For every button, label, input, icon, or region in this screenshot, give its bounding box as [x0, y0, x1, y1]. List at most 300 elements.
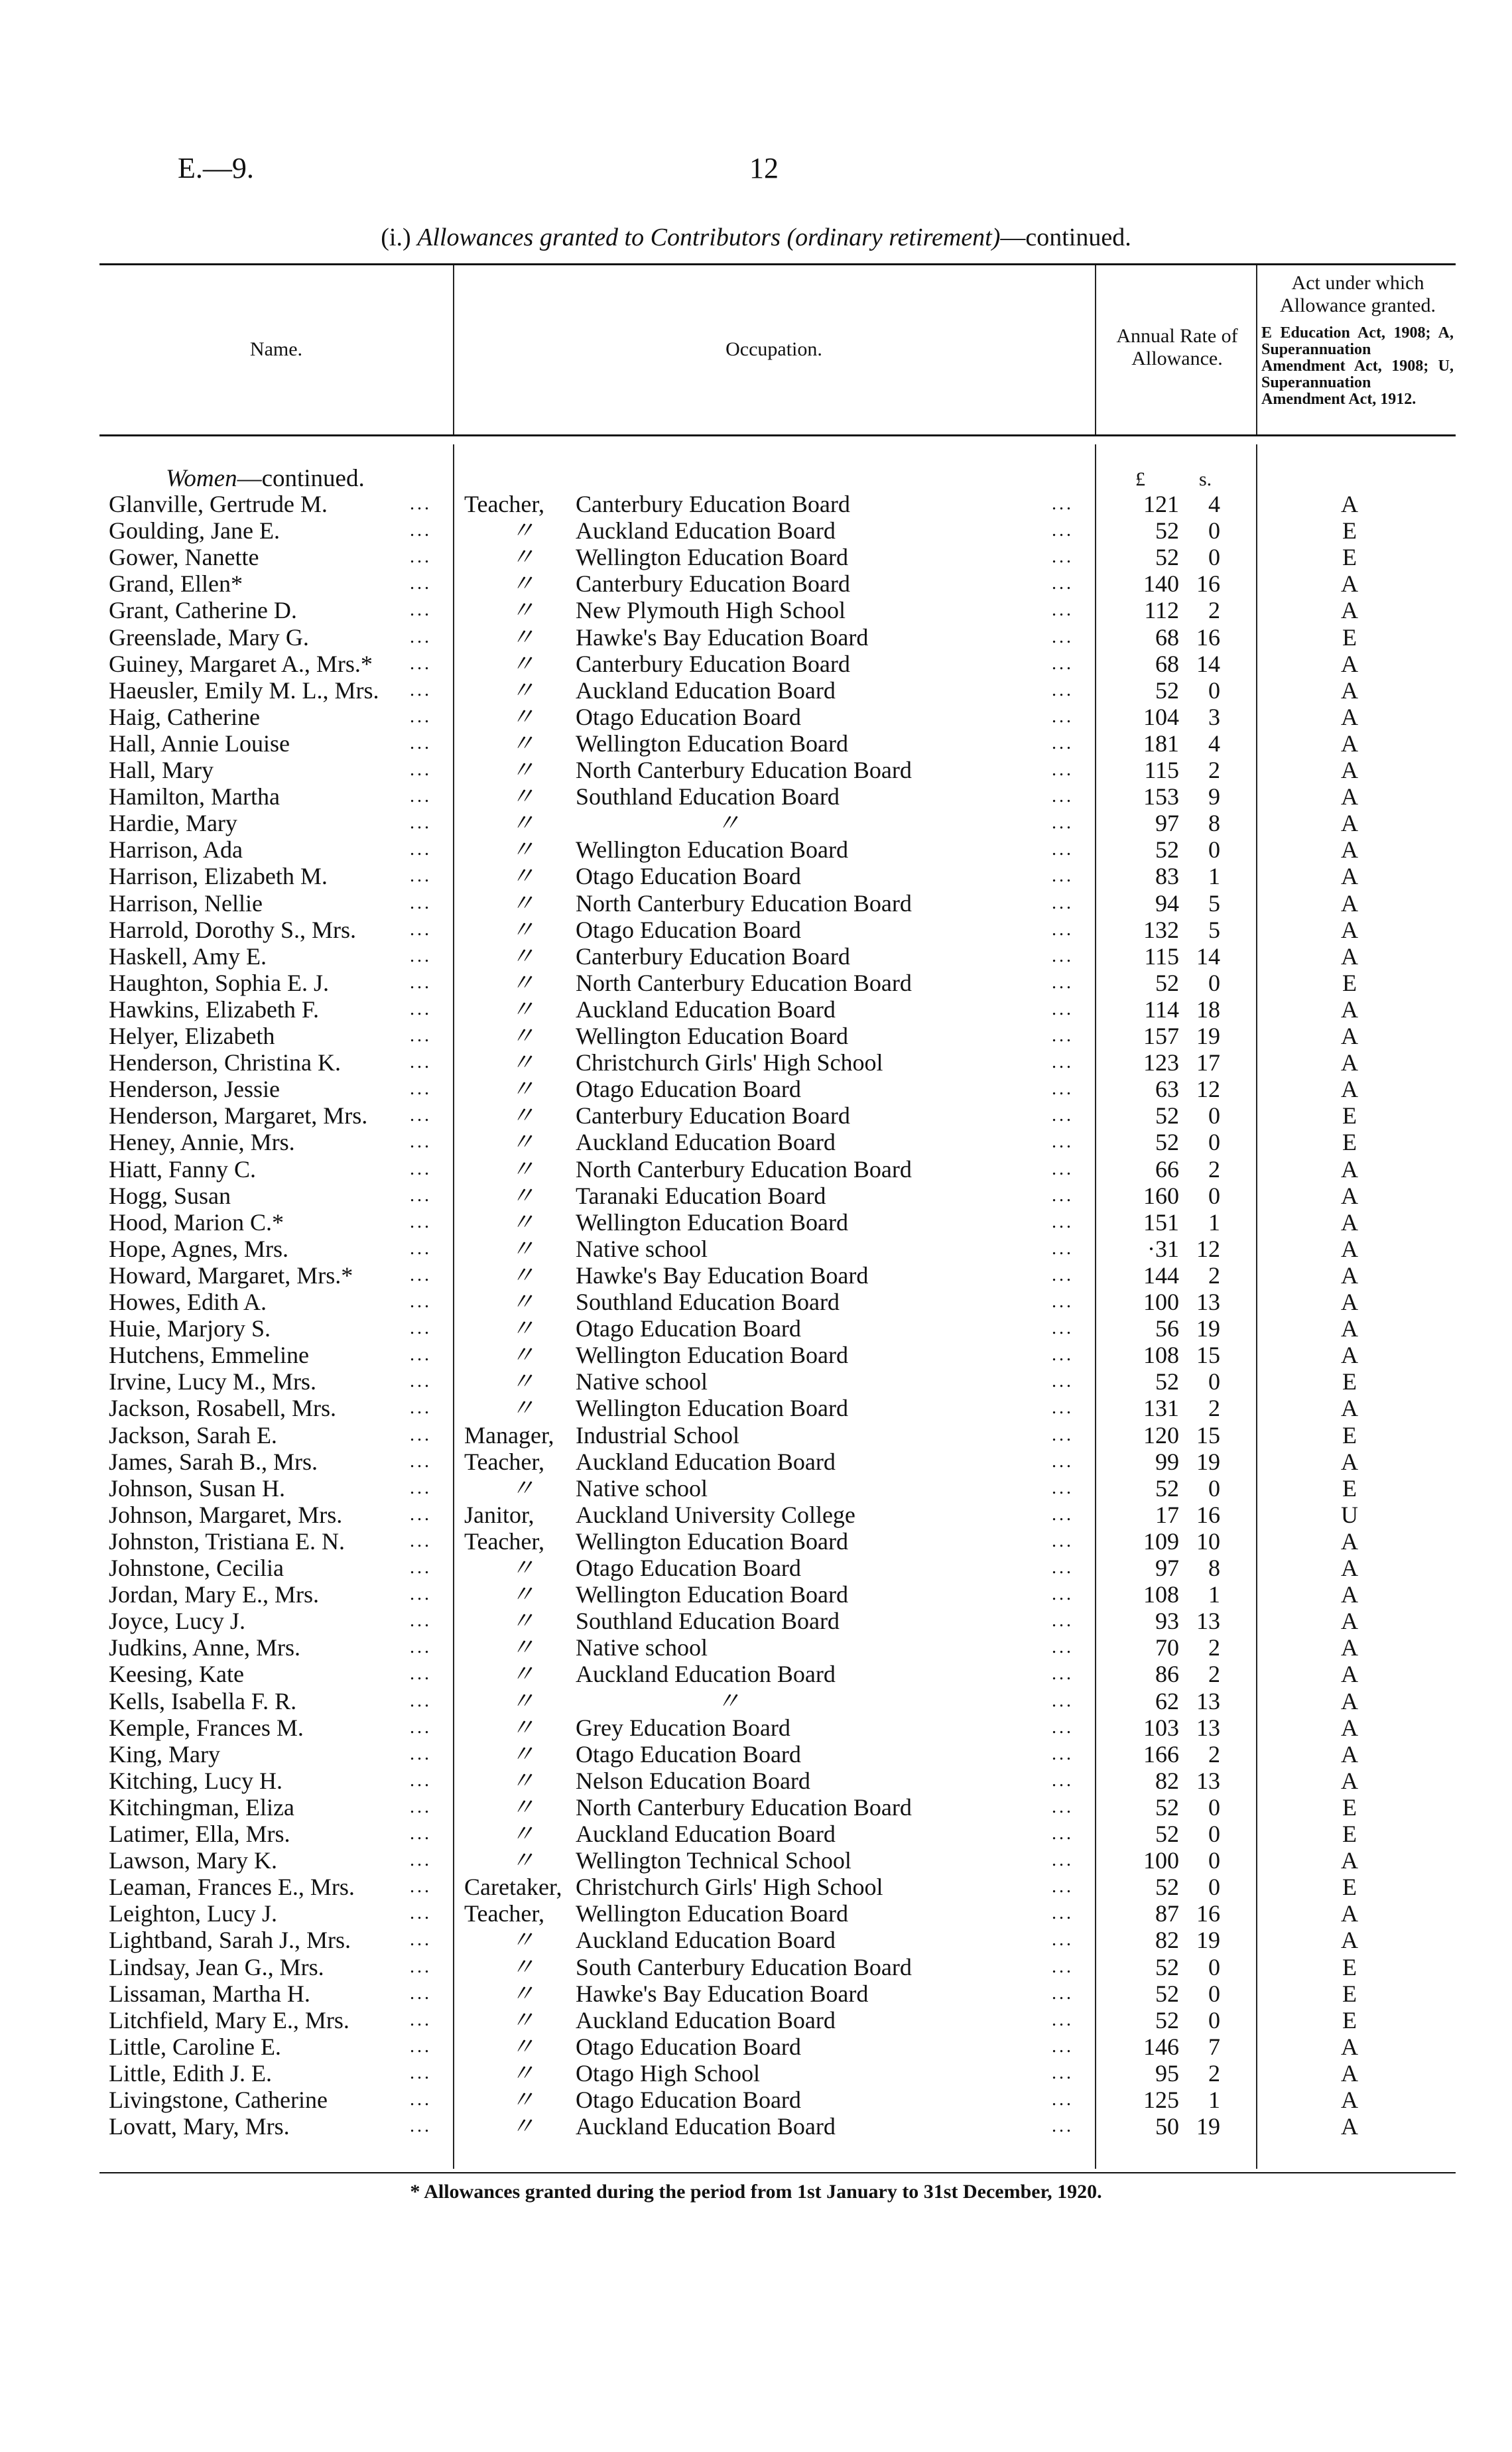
- act-cell: A: [1341, 996, 1358, 1023]
- name-cell: Henderson, Christina K.: [109, 1049, 341, 1076]
- name-cell: Little, Edith J. E.: [109, 2059, 272, 2087]
- occupation-place-cell: Canterbury Education Board: [576, 570, 850, 598]
- occupation-leader-dots: ...: [1052, 573, 1074, 594]
- occupation-leader-dots: ...: [1052, 732, 1074, 753]
- occupation-leader-dots: ...: [1052, 493, 1074, 514]
- occupation-place-cell: Industrial School: [576, 1421, 739, 1449]
- act-cell: E: [1342, 1953, 1357, 1980]
- occupation-leader-dots: ...: [1052, 1796, 1074, 1817]
- act-cell: A: [1341, 1847, 1358, 1874]
- act-cell: A: [1341, 1687, 1358, 1714]
- occupation-leader-dots: ...: [1052, 1982, 1074, 2004]
- shillings-cell: 19: [1196, 1927, 1220, 1954]
- occupation-leader-dots: ...: [1052, 1185, 1074, 1206]
- shillings-cell: 12: [1196, 1235, 1220, 1262]
- table-row: [0, 1741, 1512, 1768]
- act-cell: A: [1341, 1740, 1358, 1768]
- name-cell: Kells, Isabella F. R.: [109, 1687, 297, 1714]
- occupation-leader-dots: ...: [1052, 1397, 1074, 1419]
- name-leader-dots: ...: [410, 1876, 432, 1898]
- occupation-place-cell: Wellington Technical School: [576, 1847, 851, 1874]
- shillings-cell: 4: [1208, 491, 1220, 517]
- pounds-cell: 125: [1143, 2087, 1179, 2113]
- shillings-cell: 13: [1196, 1608, 1220, 1635]
- name-cell: Haig, Catherine: [109, 703, 260, 730]
- occupation-leader-dots: ...: [1052, 1078, 1074, 1100]
- occupation-leader-dots: ...: [1052, 945, 1074, 966]
- name-cell: Haskell, Amy E.: [109, 942, 267, 970]
- shillings-cell: 0: [1208, 1102, 1220, 1129]
- occupation-leader-dots: ...: [1052, 1052, 1074, 1073]
- shillings-cell: 0: [1208, 1182, 1220, 1209]
- occupation-prefix-cell: Caretaker,: [464, 1874, 562, 1901]
- shillings-cell: 4: [1208, 730, 1220, 757]
- column-header-act: Act under which Allowance granted.: [1280, 272, 1436, 316]
- act-cell: E: [1342, 517, 1357, 545]
- occupation-prefix-cell: 〃: [511, 2087, 535, 2113]
- pounds-cell: 52: [1155, 1980, 1179, 2007]
- name-leader-dots: ...: [410, 812, 432, 834]
- name-cell: Hawkins, Elizabeth F.: [109, 996, 320, 1023]
- act-legend: E Education Act, 1908; A, Superannuation Amendment Act, 1908; U, Superannuation Amendment Act, 1912.: [1261, 324, 1454, 408]
- occupation-place-cell: Auckland Education Board: [576, 2006, 836, 2033]
- pounds-cell: 108: [1143, 1342, 1179, 1369]
- pounds-cell: 87: [1155, 1900, 1179, 1927]
- occupation-prefix-cell: 〃: [511, 1182, 535, 1209]
- act-cell: E: [1342, 623, 1357, 651]
- name-cell: Goulding, Jane E.: [109, 517, 280, 545]
- pounds-cell: 82: [1155, 1927, 1179, 1954]
- name-leader-dots: ...: [410, 1770, 432, 1791]
- table-row: [0, 1422, 1512, 1449]
- occupation-leader-dots: ...: [1052, 1823, 1074, 1844]
- shillings-cell: 14: [1196, 650, 1220, 677]
- act-cell: E: [1342, 969, 1357, 996]
- occupation-prefix-cell: 〃: [511, 1847, 535, 1874]
- table-row: [0, 491, 1512, 517]
- pounds-cell: 103: [1143, 1714, 1179, 1741]
- name-leader-dots: ...: [410, 2035, 432, 2057]
- pounds-cell: 131: [1143, 1395, 1179, 1422]
- shillings-cell: 16: [1196, 570, 1220, 598]
- occupation-place-cell: Otago Education Board: [576, 916, 801, 943]
- act-cell: A: [1341, 810, 1358, 837]
- name-cell: Harrison, Elizabeth M.: [109, 863, 328, 890]
- occupation-prefix-cell: Teacher,: [464, 1527, 544, 1555]
- act-cell: E: [1342, 1129, 1357, 1156]
- name-cell: Haughton, Sophia E. J.: [109, 969, 329, 996]
- table-row: [0, 1102, 1512, 1129]
- occupation-place-cell: 〃: [716, 1687, 741, 1714]
- occupation-prefix-cell: 〃: [511, 1102, 535, 1129]
- act-cell: A: [1341, 650, 1358, 677]
- occupation-leader-dots: ...: [1052, 812, 1074, 834]
- pounds-cell: 68: [1155, 650, 1179, 677]
- shillings-cell: 2: [1208, 597, 1220, 624]
- occupation-leader-dots: ...: [1052, 1131, 1074, 1153]
- name-cell: Johnson, Susan H.: [109, 1474, 286, 1502]
- act-cell: A: [1341, 836, 1358, 864]
- name-cell: Haeusler, Emily M. L., Mrs.: [109, 677, 379, 704]
- occupation-place-cell: Wellington Education Board: [576, 1581, 849, 1608]
- occupation-leader-dots: ...: [1052, 892, 1074, 913]
- shillings-cell: 10: [1196, 1527, 1220, 1555]
- table-row: [0, 970, 1512, 996]
- occupation-place-cell: Auckland Education Board: [576, 1927, 836, 1954]
- act-cell: A: [1341, 1448, 1358, 1475]
- name-cell: Hall, Mary: [109, 757, 214, 783]
- section-heading-main: Women: [166, 465, 237, 492]
- act-cell: A: [1341, 1527, 1358, 1555]
- occupation-prefix-cell: 〃: [511, 1555, 535, 1581]
- occupation-leader-dots: ...: [1052, 1903, 1074, 1924]
- table-bottom-rule: [99, 2172, 1456, 2173]
- shillings-cell: 9: [1208, 783, 1220, 810]
- shillings-cell: 0: [1208, 1874, 1220, 1901]
- name-leader-dots: ...: [410, 2009, 432, 2030]
- name-leader-dots: ...: [410, 998, 432, 1019]
- occupation-place-cell: Hawke's Bay Education Board: [576, 1980, 869, 2007]
- pounds-cell: 112: [1144, 597, 1179, 624]
- occupation-leader-dots: ...: [1052, 1530, 1074, 1551]
- shillings-cell: 0: [1208, 1847, 1220, 1874]
- name-cell: Lightband, Sarah J., Mrs.: [109, 1927, 351, 1954]
- pounds-cell: 52: [1155, 677, 1179, 704]
- name-leader-dots: ...: [410, 1078, 432, 1100]
- occupation-leader-dots: ...: [1052, 653, 1074, 674]
- occupation-leader-dots: ...: [1052, 1477, 1074, 1498]
- shillings-cell: 16: [1196, 623, 1220, 651]
- name-leader-dots: ...: [410, 1956, 432, 1977]
- section-heading-suffix: —continued.: [237, 465, 365, 492]
- occupation-place-cell: Wellington Education Board: [576, 1023, 849, 1049]
- occupation-prefix-cell: Manager,: [464, 1421, 554, 1449]
- occupation-place-cell: Otago Education Board: [576, 703, 801, 730]
- act-cell: A: [1341, 889, 1358, 917]
- shillings-cell: 2: [1208, 1740, 1220, 1768]
- occupation-prefix-cell: 〃: [511, 544, 535, 571]
- pounds-cell: 52: [1155, 1793, 1179, 1821]
- name-cell: Jackson, Rosabell, Mrs.: [109, 1395, 336, 1422]
- name-leader-dots: ...: [410, 600, 432, 621]
- name-leader-dots: ...: [410, 1371, 432, 1392]
- name-cell: King, Mary: [109, 1740, 220, 1768]
- occupation-leader-dots: ...: [1052, 1850, 1074, 1871]
- table-row: [0, 730, 1512, 757]
- act-cell: A: [1341, 1395, 1358, 1422]
- act-cell: A: [1341, 942, 1358, 970]
- shillings-cell: 0: [1208, 1474, 1220, 1502]
- occupation-prefix-cell: 〃: [511, 1129, 535, 1156]
- name-leader-dots: ...: [410, 919, 432, 940]
- occupation-prefix-cell: 〃: [511, 1289, 535, 1315]
- occupation-prefix-cell: 〃: [511, 623, 535, 651]
- act-cell: A: [1341, 1235, 1358, 1262]
- table-row: [0, 783, 1512, 810]
- name-cell: Johnstone, Cecilia: [109, 1555, 284, 1581]
- act-cell: A: [1341, 2087, 1358, 2113]
- occupation-place-cell: Grey Education Board: [576, 1714, 790, 1741]
- occupation-leader-dots: ...: [1052, 1318, 1074, 1339]
- occupation-place-cell: North Canterbury Education Board: [576, 969, 912, 996]
- occupation-prefix-cell: 〃: [511, 942, 535, 970]
- table-row: [0, 1634, 1512, 1661]
- table-row: [0, 1847, 1512, 1874]
- occupation-prefix-cell: 〃: [511, 517, 535, 545]
- occupation-leader-dots: ...: [1052, 1424, 1074, 1445]
- name-leader-dots: ...: [410, 839, 432, 860]
- act-cell: A: [1341, 1767, 1358, 1794]
- name-leader-dots: ...: [410, 573, 432, 594]
- occupation-leader-dots: ...: [1052, 2089, 1074, 2110]
- occupation-place-cell: Canterbury Education Board: [576, 650, 850, 677]
- table-row: [0, 1528, 1512, 1555]
- pounds-cell: 115: [1144, 757, 1179, 783]
- table-row: [0, 651, 1512, 677]
- name-leader-dots: ...: [410, 679, 432, 700]
- occupation-prefix-cell: Teacher,: [464, 491, 544, 517]
- table-row: [0, 943, 1512, 970]
- name-cell: Hutchens, Emmeline: [109, 1342, 309, 1369]
- name-leader-dots: ...: [410, 1052, 432, 1073]
- name-cell: Helyer, Elizabeth: [109, 1023, 275, 1049]
- shillings-cell: 15: [1196, 1342, 1220, 1369]
- shillings-cell: 13: [1196, 1767, 1220, 1794]
- occupation-prefix-cell: 〃: [511, 1980, 535, 2007]
- table-row: [0, 1608, 1512, 1634]
- name-cell: Harrison, Nellie: [109, 889, 263, 917]
- occupation-prefix-cell: 〃: [511, 1261, 535, 1289]
- pounds-cell: 52: [1155, 1821, 1179, 1847]
- shillings-cell: 0: [1208, 969, 1220, 996]
- act-cell: E: [1342, 1980, 1357, 2007]
- pounds-cell: 146: [1143, 2033, 1179, 2060]
- occupation-leader-dots: ...: [1052, 1690, 1074, 1711]
- act-cell: E: [1342, 544, 1357, 571]
- occupation-leader-dots: ...: [1052, 1291, 1074, 1312]
- pounds-cell: 104: [1143, 703, 1179, 730]
- occupation-place-cell: Canterbury Education Board: [576, 942, 850, 970]
- act-cell: A: [1341, 1342, 1358, 1369]
- table-title-suffix: —continued.: [1000, 224, 1131, 251]
- act-cell: E: [1342, 1474, 1357, 1502]
- occupation-prefix-cell: 〃: [511, 2059, 535, 2087]
- table-row: [0, 1049, 1512, 1076]
- name-cell: Guiney, Margaret A., Mrs.*: [109, 650, 373, 677]
- name-cell: Irvine, Lucy M., Mrs.: [109, 1368, 316, 1395]
- name-cell: Kitchingman, Eliza: [109, 1793, 294, 1821]
- occupation-prefix-cell: 〃: [511, 1474, 535, 1502]
- occupation-leader-dots: ...: [1052, 1637, 1074, 1658]
- act-cell: A: [1341, 1555, 1358, 1581]
- pounds-cell: 97: [1155, 810, 1179, 837]
- occupation-place-cell: Otago High School: [576, 2059, 760, 2087]
- name-cell: Litchfield, Mary E., Mrs.: [109, 2006, 349, 2033]
- shillings-cell: 0: [1208, 1129, 1220, 1156]
- pounds-cell: 52: [1155, 1874, 1179, 1901]
- shillings-cell: 0: [1208, 1821, 1220, 1847]
- shillings-cell: 1: [1208, 1581, 1220, 1608]
- occupation-prefix-cell: 〃: [511, 1208, 535, 1236]
- pounds-cell: 63: [1155, 1076, 1179, 1103]
- occupation-prefix-cell: 〃: [511, 570, 535, 598]
- shillings-cell: 2: [1208, 2059, 1220, 2087]
- occupation-place-cell: North Canterbury Education Board: [576, 889, 912, 917]
- name-leader-dots: ...: [410, 892, 432, 913]
- table-row: [0, 1794, 1512, 1821]
- occupation-leader-dots: ...: [1052, 2035, 1074, 2057]
- name-cell: Hardie, Mary: [109, 810, 237, 837]
- shillings-cell: 12: [1196, 1076, 1220, 1103]
- table-row: [0, 1688, 1512, 1714]
- act-cell: A: [1341, 677, 1358, 704]
- pounds-cell: 94: [1155, 889, 1179, 917]
- shillings-cell: 0: [1208, 2006, 1220, 2033]
- pounds-cell: 52: [1155, 1102, 1179, 1129]
- name-cell: Latimer, Ella, Mrs.: [109, 1821, 290, 1847]
- occupation-prefix-cell: 〃: [511, 2113, 535, 2140]
- name-cell: Jordan, Mary E., Mrs.: [109, 1581, 319, 1608]
- table-row: [0, 1661, 1512, 1687]
- shillings-cell: 0: [1208, 1953, 1220, 1980]
- name-leader-dots: ...: [410, 1424, 432, 1445]
- table-row: [0, 1821, 1512, 1847]
- pounds-cell: 86: [1155, 1661, 1179, 1688]
- header-bottom-rule: [99, 434, 1456, 436]
- act-cell: E: [1342, 2006, 1357, 2033]
- occupation-place-cell: Southland Education Board: [576, 783, 840, 810]
- occupation-leader-dots: ...: [1052, 1158, 1074, 1179]
- name-cell: Little, Caroline E.: [109, 2033, 281, 2060]
- shillings-cell: 8: [1208, 810, 1220, 837]
- occupation-place-cell: Wellington Education Board: [576, 1395, 849, 1422]
- occupation-prefix-cell: 〃: [511, 1235, 535, 1262]
- act-cell: A: [1341, 703, 1358, 730]
- name-cell: Kitching, Lucy H.: [109, 1767, 283, 1794]
- shillings-cell: 2: [1208, 1155, 1220, 1183]
- name-leader-dots: ...: [410, 1823, 432, 1844]
- occupation-prefix-cell: 〃: [511, 1714, 535, 1741]
- occupation-place-cell: Auckland Education Board: [576, 677, 836, 704]
- occupation-place-cell: Southland Education Board: [576, 1289, 840, 1315]
- name-leader-dots: ...: [410, 759, 432, 780]
- name-cell: Hope, Agnes, Mrs.: [109, 1235, 288, 1262]
- shillings-cell: 0: [1208, 677, 1220, 704]
- occupation-prefix-cell: 〃: [511, 1634, 535, 1661]
- shillings-cell: 15: [1196, 1421, 1220, 1449]
- shillings-cell: 17: [1196, 1049, 1220, 1076]
- shillings-cell: 19: [1196, 1023, 1220, 1049]
- pounds-cell: 100: [1143, 1289, 1179, 1315]
- name-cell: Leighton, Lucy J.: [109, 1900, 277, 1927]
- name-leader-dots: ...: [410, 1451, 432, 1472]
- occupation-place-cell: Wellington Education Board: [576, 1342, 849, 1369]
- occupation-place-cell: Native school: [576, 1474, 708, 1502]
- pounds-cell: 52: [1155, 836, 1179, 864]
- table-title: [0, 223, 1512, 252]
- pounds-cell: 160: [1143, 1182, 1179, 1209]
- name-leader-dots: ...: [410, 2089, 432, 2110]
- name-cell: Lawson, Mary K.: [109, 1847, 277, 1874]
- pounds-cell: 52: [1155, 969, 1179, 996]
- occupation-place-cell: Auckland Education Board: [576, 1821, 836, 1847]
- occupation-place-cell: Native school: [576, 1634, 708, 1661]
- name-cell: Hamilton, Martha: [109, 783, 280, 810]
- table-row: [0, 1315, 1512, 1342]
- table-row: [0, 2087, 1512, 2113]
- occupation-leader-dots: ...: [1052, 1371, 1074, 1392]
- name-leader-dots: ...: [410, 1318, 432, 1339]
- act-cell: A: [1341, 1076, 1358, 1103]
- shillings-cell: 3: [1208, 703, 1220, 730]
- table-row: [0, 757, 1512, 783]
- occupation-prefix-cell: 〃: [511, 1927, 535, 1954]
- name-leader-dots: ...: [410, 1105, 432, 1126]
- name-leader-dots: ...: [410, 1185, 432, 1206]
- pounds-cell: 114: [1144, 996, 1179, 1023]
- table-row: [0, 704, 1512, 730]
- occupation-prefix-cell: 〃: [511, 1368, 535, 1395]
- shillings-cell: 0: [1208, 1980, 1220, 2007]
- name-leader-dots: ...: [410, 626, 432, 647]
- name-cell: Lindsay, Jean G., Mrs.: [109, 1953, 324, 1980]
- shillings-cell: 14: [1196, 942, 1220, 970]
- occupation-leader-dots: ...: [1052, 1264, 1074, 1285]
- name-leader-dots: ...: [410, 1982, 432, 2004]
- occupation-leader-dots: ...: [1052, 1344, 1074, 1366]
- column-divider: [1095, 265, 1096, 434]
- occupation-leader-dots: ...: [1052, 1876, 1074, 1898]
- pounds-cell: 95: [1155, 2059, 1179, 2087]
- occupation-place-cell: Southland Education Board: [576, 1608, 840, 1635]
- pounds-cell: 52: [1155, 2006, 1179, 2033]
- name-leader-dots: ...: [410, 1903, 432, 1924]
- act-cell: A: [1341, 1315, 1358, 1342]
- pounds-cell: 70: [1155, 1634, 1179, 1661]
- page-number: 12: [749, 152, 779, 184]
- occupation-place-cell: Otago Education Board: [576, 1740, 801, 1768]
- name-cell: Johnson, Margaret, Mrs.: [109, 1501, 343, 1528]
- occupation-prefix-cell: Janitor,: [464, 1501, 535, 1528]
- occupation-leader-dots: ...: [1052, 2062, 1074, 2083]
- act-cell: E: [1342, 1102, 1357, 1129]
- shillings-cell: 2: [1208, 1261, 1220, 1289]
- occupation-place-cell: Native school: [576, 1235, 708, 1262]
- shillings-cell: 19: [1196, 2113, 1220, 2140]
- occupation-leader-dots: ...: [1052, 706, 1074, 727]
- pounds-cell: 56: [1155, 1315, 1179, 1342]
- act-cell: A: [1341, 597, 1358, 624]
- name-cell: Glanville, Gertrude M.: [109, 491, 328, 517]
- occupation-prefix-cell: 〃: [511, 1661, 535, 1688]
- occupation-leader-dots: ...: [1052, 1451, 1074, 1472]
- name-cell: Grant, Catherine D.: [109, 597, 297, 624]
- act-cell: A: [1341, 1289, 1358, 1315]
- act-cell: A: [1341, 916, 1358, 943]
- section-heading: [166, 464, 365, 493]
- act-cell: A: [1341, 1261, 1358, 1289]
- table-row: [0, 1449, 1512, 1475]
- shillings-cell: 13: [1196, 1289, 1220, 1315]
- name-cell: Hood, Marion C.*: [109, 1208, 284, 1236]
- shillings-cell: 18: [1196, 996, 1220, 1023]
- name-leader-dots: ...: [410, 1929, 432, 1951]
- shillings-cell: 5: [1208, 916, 1220, 943]
- table-row: [0, 1183, 1512, 1209]
- occupation-place-cell: North Canterbury Education Board: [576, 757, 912, 783]
- name-cell: Livingstone, Catherine: [109, 2087, 328, 2113]
- occupation-leader-dots: ...: [1052, 600, 1074, 621]
